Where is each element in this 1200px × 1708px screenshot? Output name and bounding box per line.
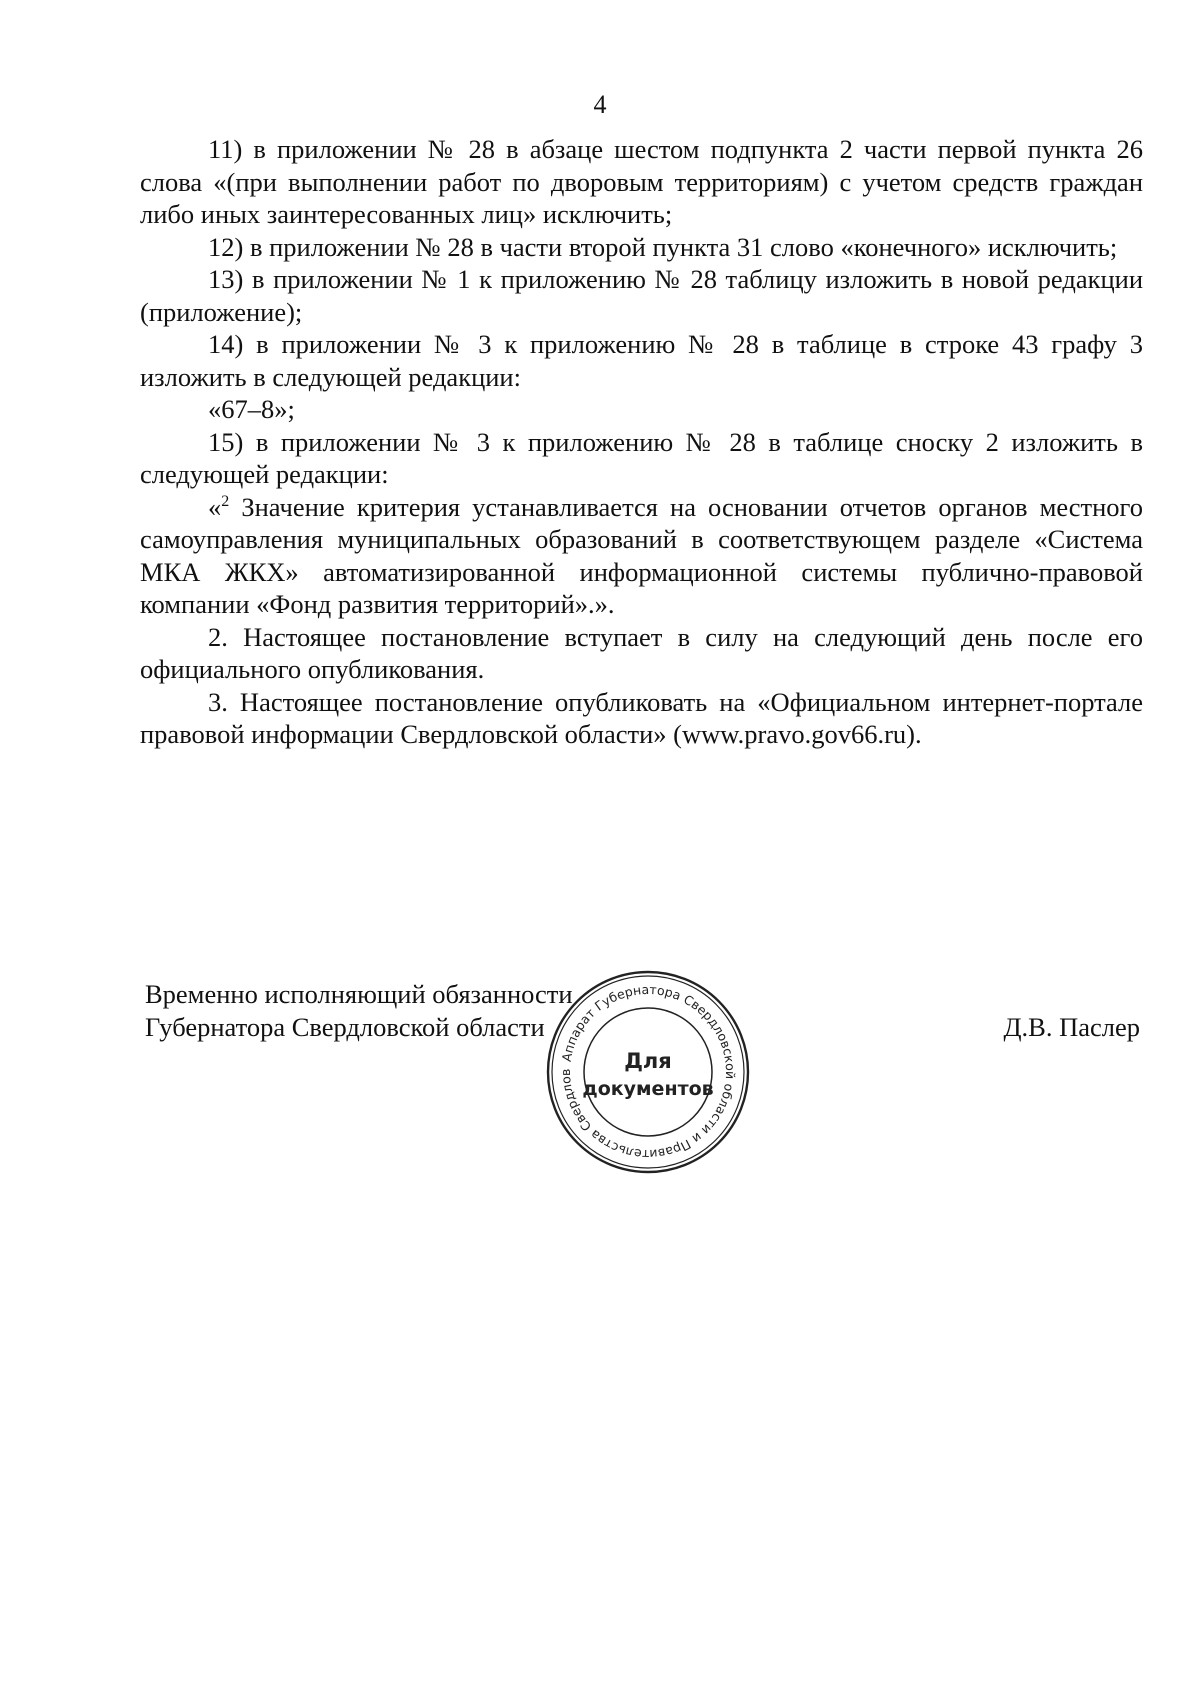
- signature-name: Д.В. Паслер: [1003, 1012, 1140, 1042]
- signature-position: [145, 978, 573, 1044]
- official-seal-stamp: [543, 967, 753, 1177]
- footnote-open-quote: «: [208, 491, 222, 522]
- seal-center-line1: Для: [624, 1049, 672, 1073]
- seal-center-line2: документов: [582, 1078, 714, 1100]
- paragraph-item-13: 13) в приложении № 1 к приложению № 28 таблицу изложить в новой редакции (приложение);: [140, 264, 1143, 327]
- document-body: [140, 133, 1143, 751]
- paragraph-item-14: 14) в приложении № 3 к приложению № 28 в таблице в строке 43 графу 3 изложить в следующей редакции:: [140, 329, 1143, 392]
- footnote-text: Значение критерия устанавливается на основании отчетов органов местного самоуправления муниципальных образований в соответствующем разделе «Система МКА ЖКХ» автоматизированной информационной системы публично-правовой компании «Фонд развития территорий».».: [140, 491, 1143, 619]
- paragraph-point-2: 2. Настоящее постановление вступает в силу на следующий день после его официального опубликования.: [140, 621, 1143, 684]
- footnote-marker: 2: [221, 492, 230, 510]
- paragraph-item-11: 11) в приложении № 28 в абзаце шестом подпункта 2 части первой пункта 26 слова «(при выполнении работ по дворовым территориям) с учетом средств граждан либо иных заинтересованных лиц» исключить;: [140, 134, 1143, 229]
- signature-position-line1: Временно исполняющий обязанности: [145, 979, 573, 1009]
- page-number: 4: [593, 90, 607, 119]
- paragraph-point-3: 3. Настоящее постановление опубликовать на «Официальном интернет-портале правовой информации Свердловской области» (www.pravo.gov66.ru).: [140, 686, 1143, 749]
- paragraph-quoted-value: «67–8»;: [208, 394, 295, 424]
- signature-position-line2: Губернатора Свердловской области: [145, 1012, 545, 1042]
- paragraph-item-15: 15) в приложении № 3 к приложению № 28 в таблице сноску 2 изложить в следующей редакции:: [140, 426, 1143, 489]
- seal-ring-text: Аппарат Губернатора Свердловской области и Правительства Свердлов: [557, 981, 739, 1163]
- seal-graphic: [543, 967, 753, 1177]
- paragraph-item-12: 12) в приложении № 28 в части второй пункта 31 слово «конечного» исключить;: [208, 231, 1118, 262]
- footnote-paragraph: [140, 491, 1143, 621]
